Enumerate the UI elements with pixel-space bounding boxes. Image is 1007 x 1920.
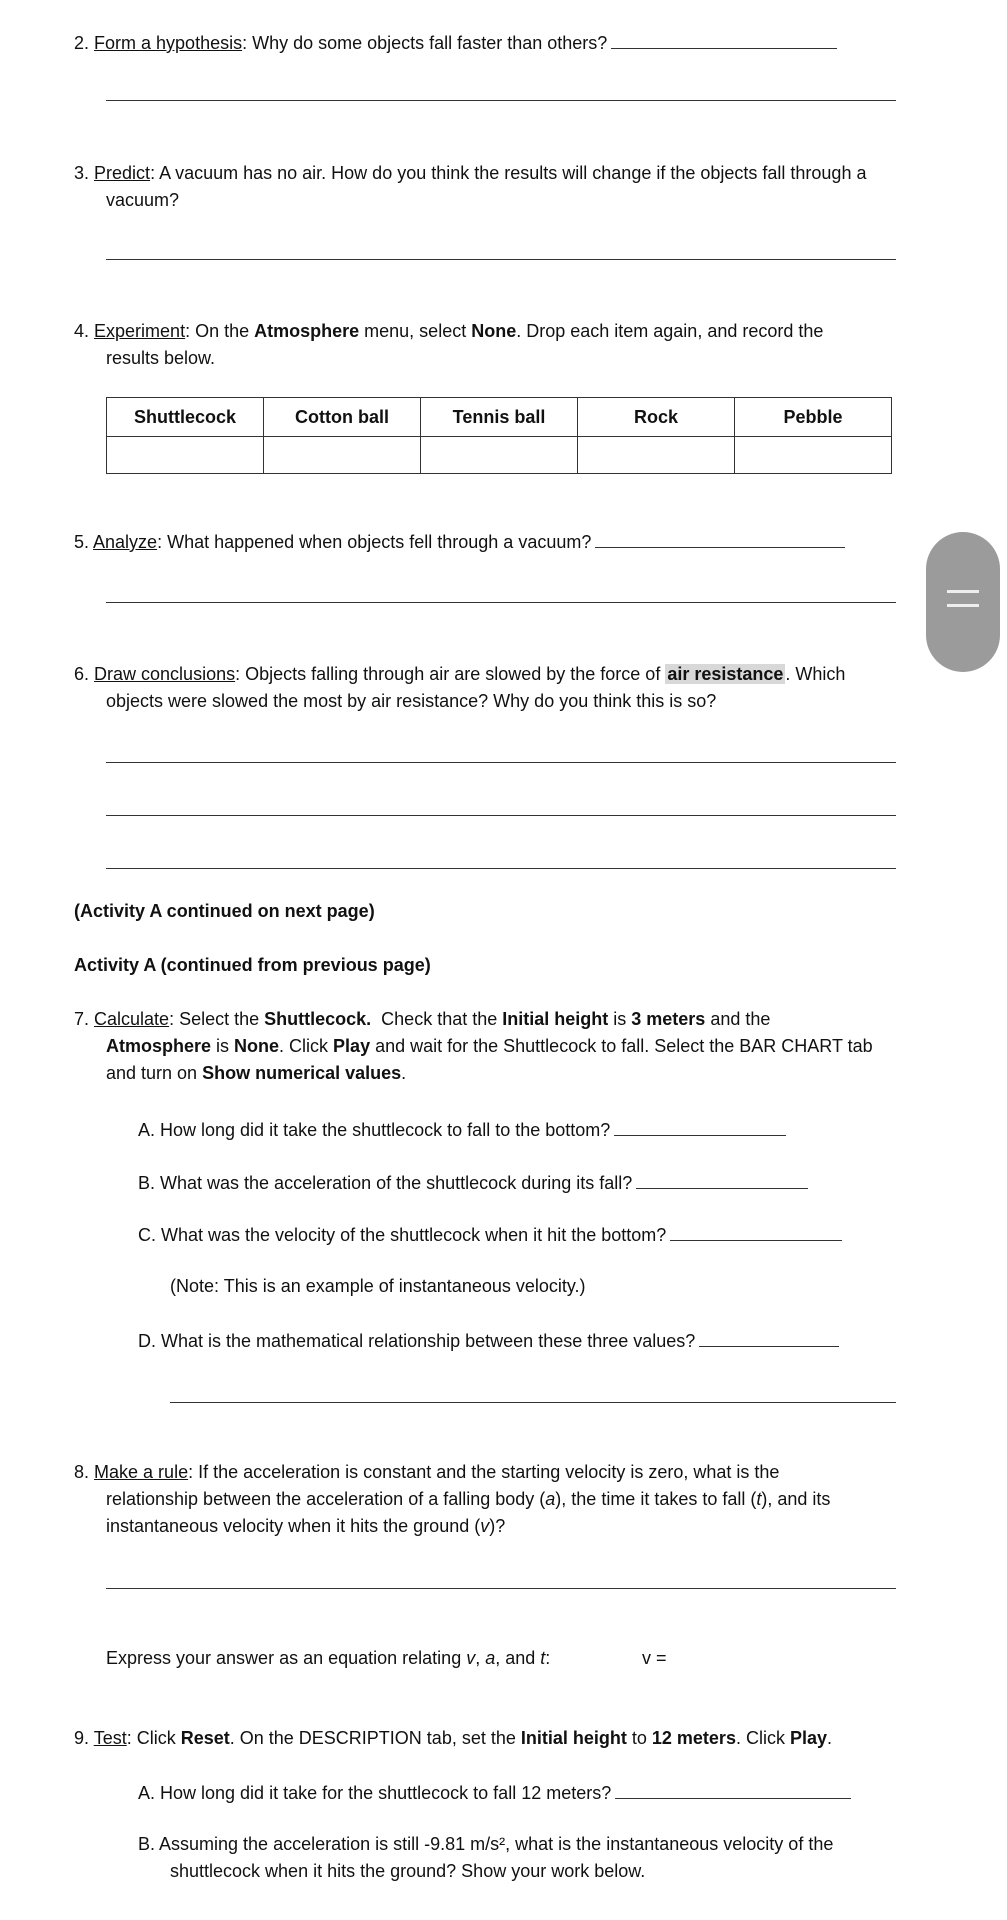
header-cotton-ball: Cotton ball [264,398,421,437]
grip-line-icon [947,604,979,607]
q9a-answer-blank[interactable] [615,1778,851,1799]
results-header-row [107,398,892,437]
q6-answer-line-1[interactable] [106,762,896,763]
cell-tennis-ball[interactable] [421,437,578,474]
q3-line2: vacuum? [106,190,180,210]
q7d-answer-blank[interactable] [699,1326,839,1347]
question-2: 2. Form a hypothesis: Why do some objects fall faster than others? [74,28,837,56]
q6-answer-line-2[interactable] [106,815,896,816]
q7-label: Calculate [94,1009,170,1029]
q8-line3: instantaneous velocity when it hits the ground (v)? [106,1516,506,1536]
q4-line2: results below. [106,348,216,368]
q7c-answer-blank[interactable] [670,1220,842,1241]
q9b-line2: shuttlecock when it hits the ground? Show your work below. [170,1861,646,1881]
continued-prev-heading: Activity A (continued from previous page) [74,955,431,975]
scroll-handle[interactable] [926,532,1000,672]
question-5: 5. Analyze: What happened when objects fell through a vacuum? [74,527,845,555]
q7-line2: Atmosphere is None. Click Play and wait for the Shuttlecock to fall. Select the BAR CHART tab [106,1036,873,1056]
q8-express-prompt: Express your answer as an equation relating v, a, and t: [106,1648,551,1668]
q9b-line1: B. Assuming the acceleration is still -9.81 m/s², what is the instantaneous velocity of the [138,1834,834,1854]
q7d: D. What is the mathematical relationship between these three values? [138,1326,839,1354]
question-3: 3. Predict: A vacuum has no air. How do you think the results will change if the objects fall through a [74,163,867,183]
q3-label: Predict [94,163,151,183]
header-pebble: Pebble [735,398,892,437]
q7b: B. What was the acceleration of the shuttlecock during its fall? [138,1168,808,1196]
q9-label: Test [93,1728,127,1748]
q6-line2: objects were slowed the most by air resistance? Why do you think this is so? [106,691,717,711]
q2-answer-blank[interactable] [611,28,837,49]
q9a: A. How long did it take for the shuttlecock to fall 12 meters? [138,1778,851,1806]
q7a: A. How long did it take the shuttlecock to fall to the bottom? [138,1115,786,1143]
question-7: 7. Calculate: Select the Shuttlecock. Check that the Initial height is 3 meters and the [74,1009,771,1029]
results-answer-row [107,437,892,474]
question-4: 4. Experiment: On the Atmosphere menu, select None. Drop each item again, and record the [74,321,824,341]
cell-rock[interactable] [578,437,735,474]
results-table [106,397,892,474]
q5-answer-blank[interactable] [595,527,845,548]
question-8: 8. Make a rule: If the acceleration is constant and the starting velocity is zero, what is the [74,1462,780,1482]
q7c: C. What was the velocity of the shuttlecock when it hit the bottom? [138,1220,842,1248]
q2-answer-line[interactable] [106,100,896,101]
q6-answer-line-3[interactable] [106,868,896,869]
q4-label: Experiment [94,321,186,341]
grip-line-icon [947,590,979,593]
q3-answer-line[interactable] [106,259,896,260]
cell-shuttlecock[interactable] [107,437,264,474]
q7-note: (Note: This is an example of instantaneous velocity.) [170,1276,586,1296]
q7a-answer-blank[interactable] [614,1115,786,1136]
q7-line3: and turn on Show numerical values. [106,1063,407,1083]
q7d-answer-line[interactable] [170,1402,896,1403]
cell-pebble[interactable] [735,437,892,474]
q8-answer-line[interactable] [106,1588,896,1589]
q2-label: Form a hypothesis [94,33,243,53]
q5-answer-line[interactable] [106,602,896,603]
header-shuttlecock: Shuttlecock [107,398,264,437]
question-9: 9. Test: Click Reset. On the DESCRIPTION tab, set the Initial height to 12 meters. Click Play. [74,1728,832,1748]
q7b-answer-blank[interactable] [636,1168,808,1189]
q6-label: Draw conclusions [94,664,236,684]
question-6: 6. Draw conclusions: Objects falling through air are slowed by the force of air resistance . Which [74,664,846,684]
cell-cotton-ball[interactable] [264,437,421,474]
q8-label: Make a rule [94,1462,189,1482]
header-tennis-ball: Tennis ball [421,398,578,437]
continued-next-note: (Activity A continued on next page) [74,901,375,921]
q8-equation[interactable]: v = [642,1648,667,1668]
q5-label: Analyze [93,532,158,552]
q8-line2: relationship between the acceleration of a falling body (a), the time it takes to fall (t), and its [106,1489,831,1509]
highlighted-term: air resistance [667,664,784,684]
header-rock: Rock [578,398,735,437]
